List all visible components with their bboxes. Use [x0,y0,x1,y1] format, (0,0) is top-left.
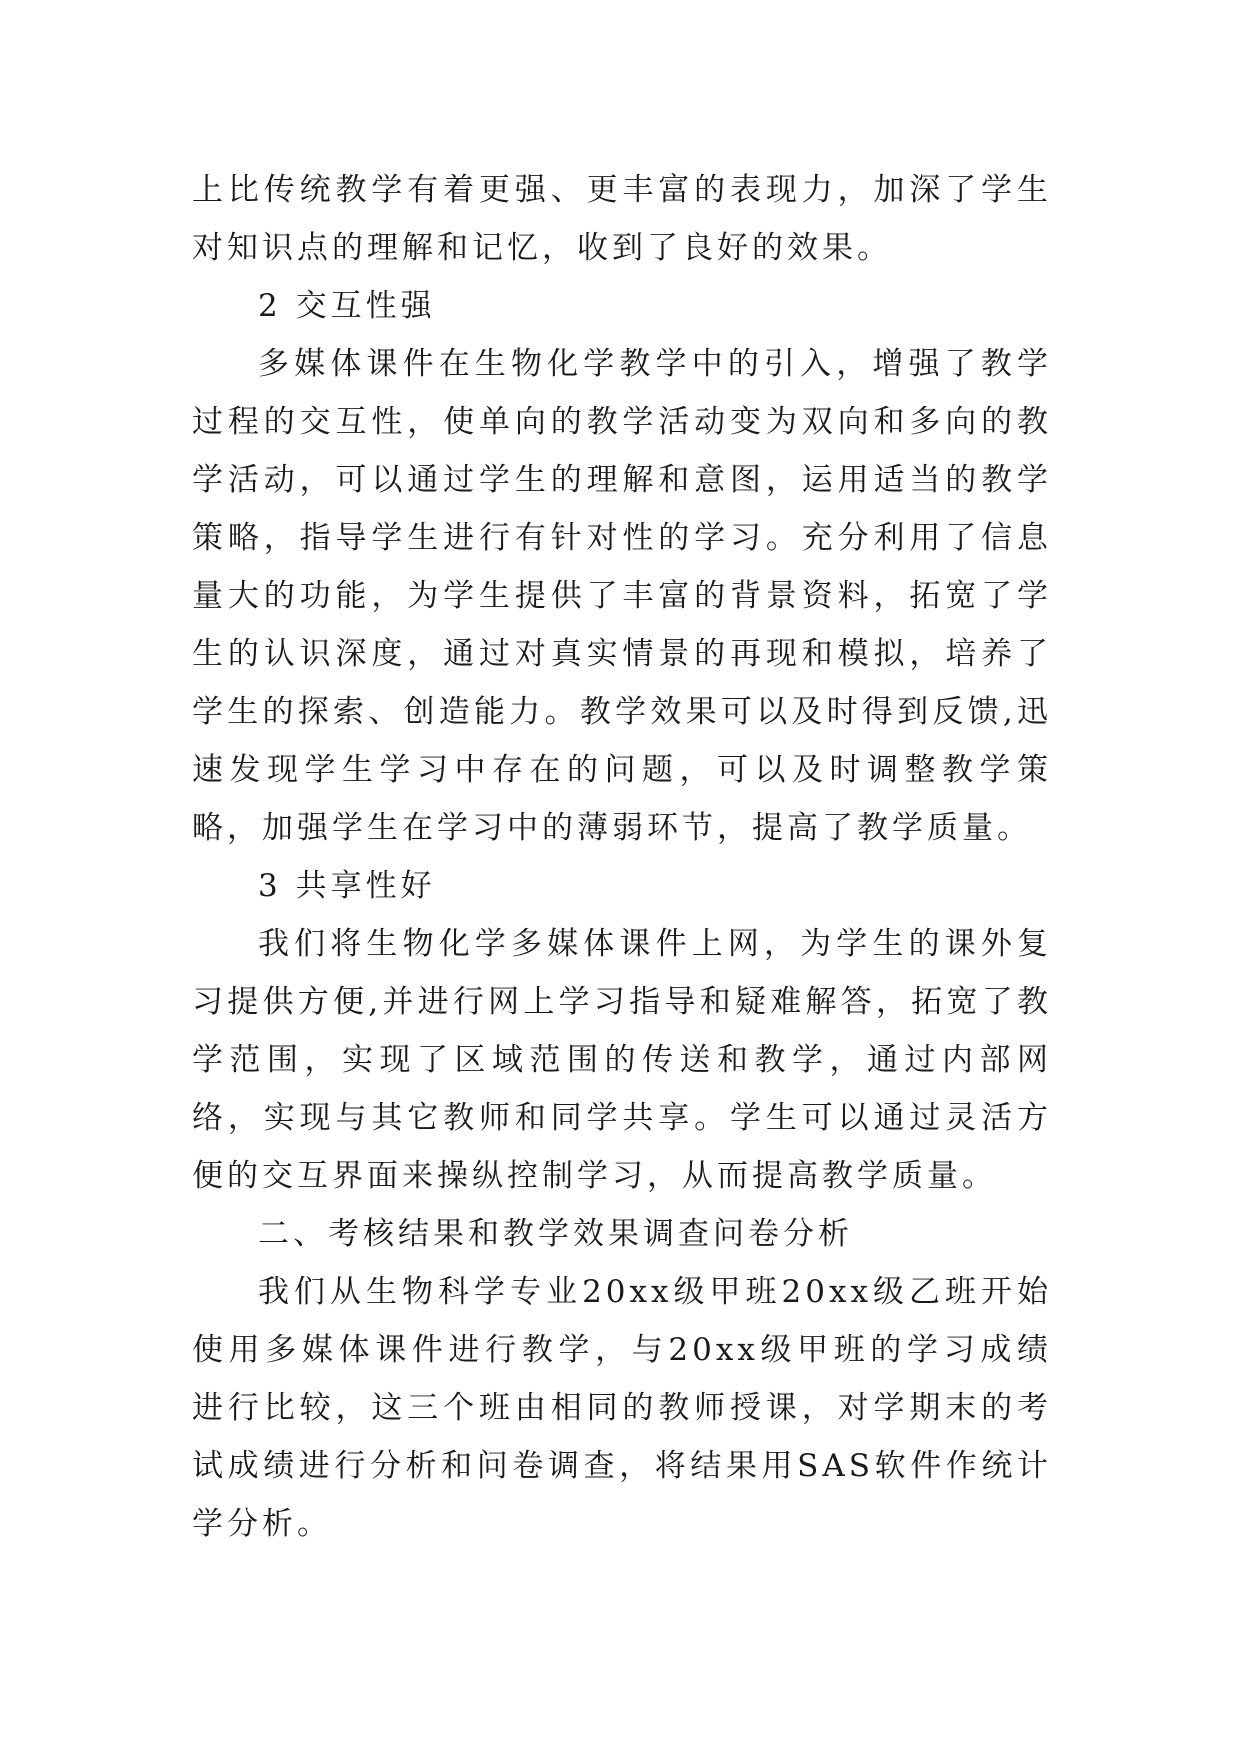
paragraph-interactivity: 多媒体课件在生物化学教学中的引入，增强了教学过程的交互性，使单向的教学活动变为双向和多向的教学活动，可以通过学生的理解和意图，运用适当的教学策略，指导学生进行有针对性的学习。充分利用了信息量大的功能，为学生提供了丰富的背景资料，拓宽了学生的认识深度，通过对真实情景的再现和模拟，培养了学生的探索、创造能力。教学效果可以及时得到反馈,迅速发现学生学习中存在的问题，可以及时调整教学策略，加强学生在学习中的薄弱环节，提高了教学质量。 [192,346,1052,846]
document-body [192,161,1052,1553]
paragraph-sharing: 我们将生物化学多媒体课件上网，为学生的课外复习提供方便,并进行网上学习指导和疑难解答，拓宽了教学范围，实现了区域范围的传送和教学，通过内部网络，实现与其它教师和同学共享。学生可以通过灵活方便的交互界面来操纵控制学习，从而提高教学质量。 [192,926,1052,1194]
paragraph-continuation: 上比传统教学有着更强、更丰富的表现力，加深了学生对知识点的理解和记忆，收到了良好的效果。 [192,172,1052,266]
section-heading-sharing: 3 共享性好 [258,868,436,904]
section-heading-assessment: 二、考核结果和教学效果调查问卷分析 [258,1216,853,1252]
section-heading-interactivity: 2 交互性强 [258,288,436,324]
paragraph-assessment: 我们从生物科学专业20xx级甲班20xx级乙班开始使用多媒体课件进行教学，与20xx级甲班的学习成绩进行比较，这三个班由相同的教师授课，对学期末的考试成绩进行分析和问卷调查，将结果用SAS软件作统计学分析。 [192,1274,1052,1542]
